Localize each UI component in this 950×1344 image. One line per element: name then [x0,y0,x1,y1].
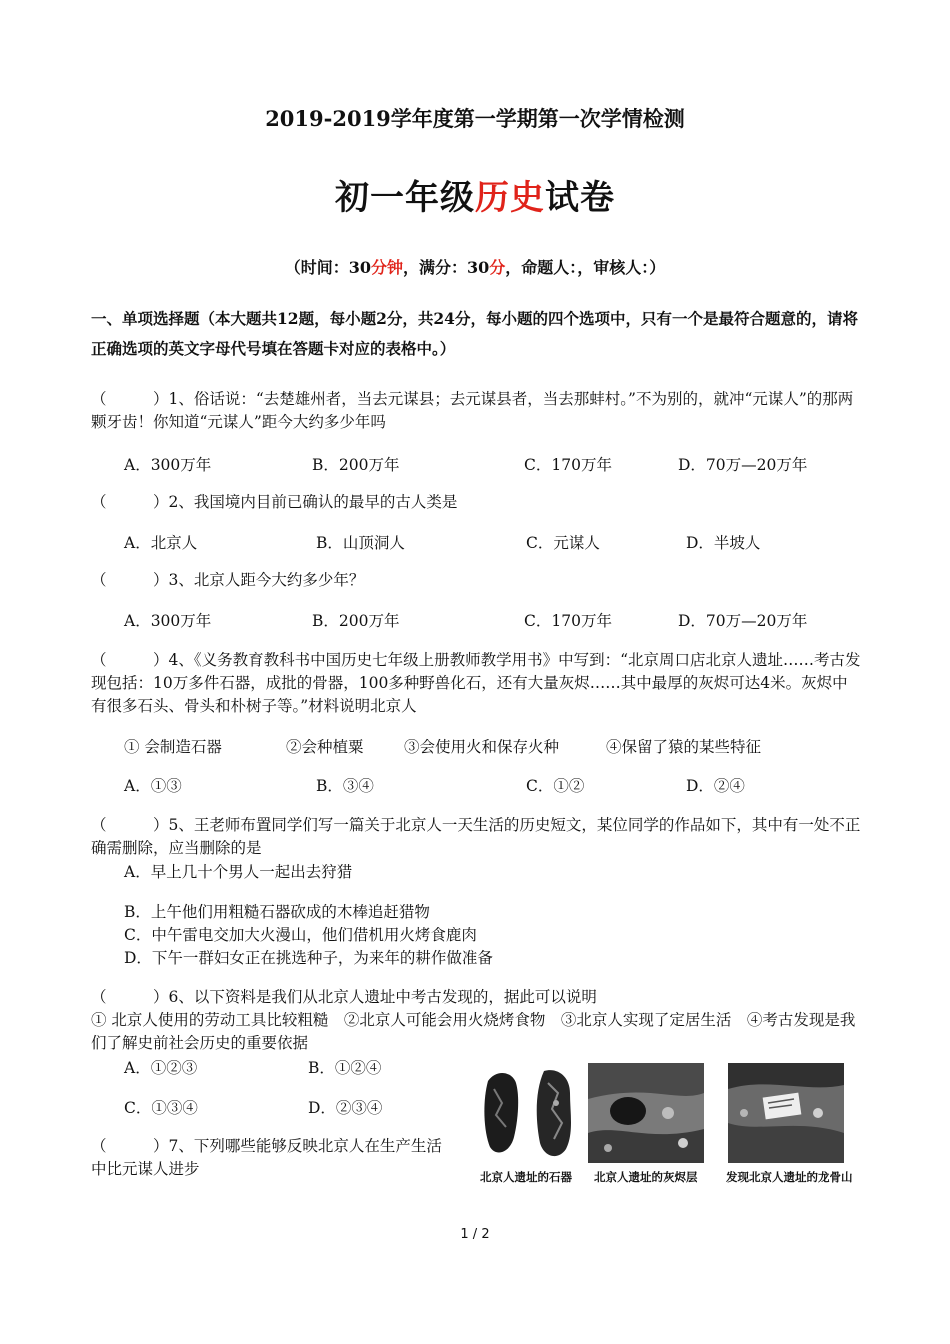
meta-part-b: ，满分：30 [402,258,490,277]
question-7-stem: （ ）7、下列哪些能够反映北京人在生产生活中比元谋人进步 [91,1137,442,1178]
main-title-part-a: 初一年级 [335,178,475,218]
caption-stone-tools: 北京人遗址的石器 [480,1170,572,1184]
main-title-part-b: 试卷 [545,178,615,218]
q1-option-a: A．300万年 [124,456,212,474]
q3-option-c: C．170万年 [524,612,612,630]
q4-option-b: B．③④ [316,777,374,795]
archaeology-photos-figure [470,1063,860,1191]
question-1-stem: （ ）1、俗话说：“去楚雄州者，当去元谋县；去元谋县者，当去那蚌村。”不为别的，就冲“元谋人”的那两颗牙齿！你知道“元谋人”距今大约多少年吗 [91,390,854,431]
meta-part-a: （时间：30 [284,258,371,277]
q5-option-b: B．上午他们用粗糙石器砍成的木棒追赶猎物 [124,903,430,921]
meta-part-c: ，命题人：，审核人：） [505,258,666,277]
question-6-stem: （ ）6、以下资料是我们从北京人遗址中考古发现的，据此可以说明 [91,988,597,1006]
q4-option-a: A．①③ [124,777,182,795]
q1-option-b: B．200万年 [312,456,400,474]
q2-option-a: A．北京人 [124,534,198,552]
q5-option-d: D．下午一群妇女正在挑选种子，为来年的耕作做准备 [124,949,493,967]
q4-item-3: ③会使用火和保存火种 [404,738,560,756]
q5-option-c: C．中午雷电交加大火漫山，他们借机用火烤食鹿肉 [124,926,477,944]
question-3-stem: （ ）3、北京人距今大约多少年？ [91,571,365,589]
exam-main-title [0,170,950,219]
main-title-subject: 历史 [475,178,545,218]
q3-option-a: A．300万年 [124,612,212,630]
q6-option-d: D．②③④ [308,1099,383,1117]
stone-tools-photo [478,1063,594,1163]
q3-option-b: B．200万年 [312,612,400,630]
meta-red-points: 分 [489,258,506,277]
exam-meta-line [0,255,950,278]
question-5-stem: （ ）5、王老师布置同学们写一篇关于北京人一天生活的历史短文，某位同学的作品如下，其中有一处不正确需删除，应当删除的是 [91,816,861,857]
question-2-stem: （ ）2、我国境内目前已确认的最早的古人类是 [91,493,458,511]
q4-item-1: ① 会制造石器 [124,738,222,756]
section-1-description: （本大题共12题，每小题2分，共24分，每小题的四个选项中，只有一个是最符合题意的，请将正确选项的英文字母代号填在答题卡对应的表格中。） [91,309,858,358]
page-number: 1 / 2 [460,1227,490,1242]
q5-option-a: A．早上几十个男人一起出去狩猎 [124,863,353,881]
q3-option-d: D．70万—20万年 [678,612,808,630]
q4-item-4: ④保留了猿的某些特征 [606,738,762,756]
q6-option-c: C．①③④ [124,1099,198,1117]
question-6-detail: ① 北京人使用的劳动工具比较粗糙 ②北京人可能会用火烧烤食物 ③北京人实现了定居生活 ④考古发现是我们了解史前社会历史的重要依据 [91,1011,856,1052]
q1-option-c: C．170万年 [524,456,612,474]
q2-option-b: B．山顶洞人 [316,534,405,552]
meta-red-minutes: 分钟 [370,258,403,277]
section-1-title: 一、单项选择题 [91,309,200,328]
q2-option-c: C．元谋人 [526,534,600,552]
q6-option-b: B．①②④ [308,1059,382,1077]
dragon-bone-hill-photo [728,1063,844,1163]
question-4-stem: （ ）4、《义务教育教科书中国历史七年级上册教师教学用书》中写到：“北京周口店北京人遗址……考古发现包括：10万多件石器，成批的骨器，100多种野兽化石，还有大量灰烬……其中最厚的灰烬可达4米。灰烬中有很多石头、骨头和朴树子等。”材料说明北京人 [91,651,861,715]
section-1-heading [91,304,861,364]
q1-option-d: D．70万—20万年 [678,456,808,474]
q2-option-d: D．半坡人 [686,534,761,552]
q4-item-2: ②会种植粟 [286,738,364,756]
caption-dragon-bone-hill: 发现北京人遗址的龙骨山 [726,1170,853,1184]
q4-option-d: D．②④ [686,777,745,795]
exam-top-title: 2019-2019学年度第一学期第一次学情检测 [265,106,685,131]
q6-option-a: A．①②③ [124,1059,198,1077]
caption-ash-layer: 北京人遗址的灰烬层 [594,1170,698,1184]
ash-layer-photo [588,1063,704,1163]
q4-option-c: C．①② [526,777,585,795]
